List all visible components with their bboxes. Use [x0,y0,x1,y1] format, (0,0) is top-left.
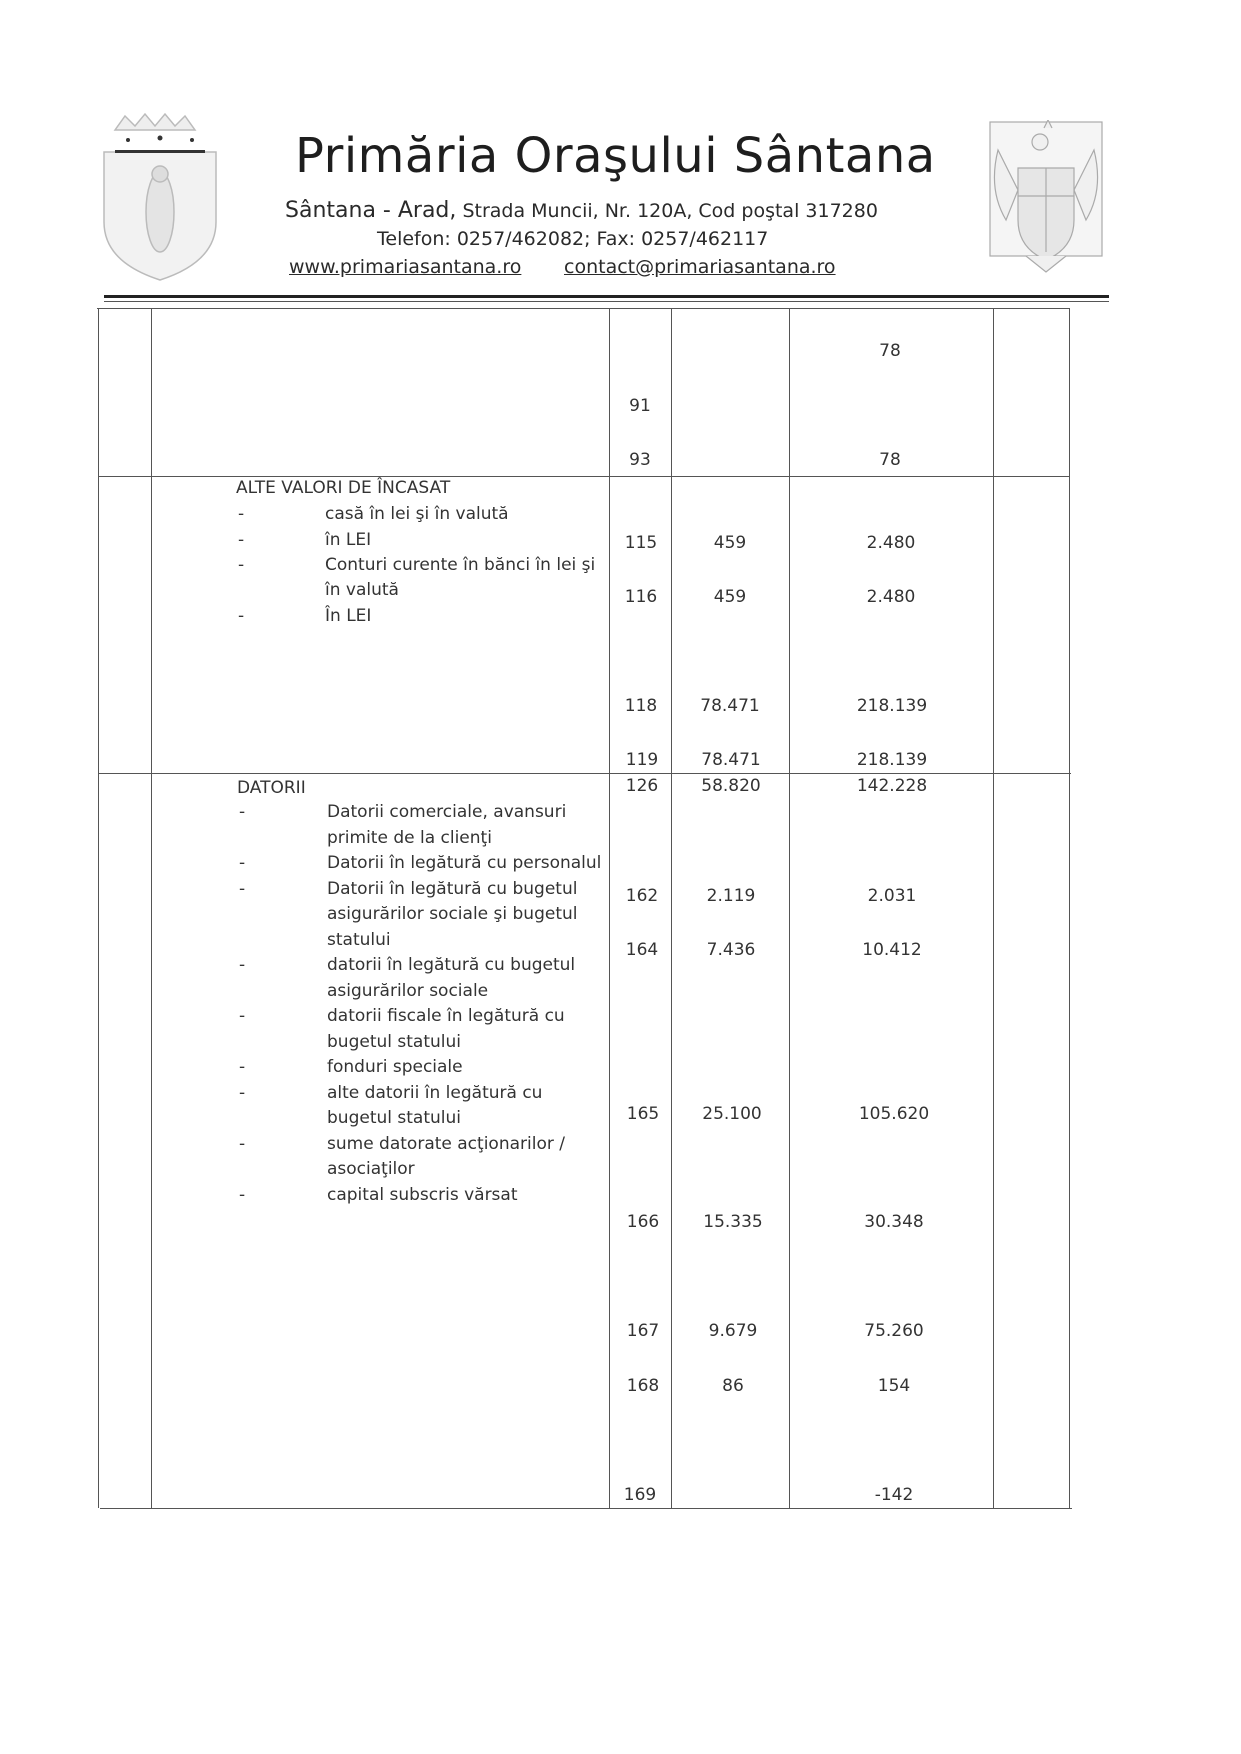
cell-value: 75.260 [864,1321,924,1341]
cell-value: 7.436 [706,940,756,960]
cell-value: 459 [713,587,747,607]
list-item: în LEI [325,530,372,550]
list-item-continued: asigurărilor sociale [327,981,489,1001]
list-item: Datorii în legătură cu personalul [327,853,602,873]
list-dash: - [239,1057,246,1077]
list-item: În LEI [325,606,372,626]
row-code: 168 [626,1376,660,1396]
cell-value: 78 [879,450,901,470]
list-item: alte datorii în legătură cu [327,1083,543,1103]
cell-value: 105.620 [858,1104,930,1124]
row-code: 116 [624,587,658,607]
list-item-continued: statului [327,930,391,950]
cell-value: 2.119 [706,886,756,906]
list-item: sume datorate acţionarilor / [327,1134,565,1154]
row-code: 169 [623,1485,657,1505]
phone-fax-line: Telefon: 0257/462082; Fax: 0257/462117 [377,228,769,250]
row-code: 165 [626,1104,660,1124]
col-line-5 [993,308,994,1508]
list-item-continued: bugetul statului [327,1032,461,1052]
list-dash: - [239,1083,246,1103]
row-code: 164 [625,940,659,960]
cell-value: 142.228 [856,776,928,796]
romania-coat-of-arms-icon [988,120,1104,278]
list-item-continued: primite de la clienţi [327,828,492,848]
col-line-0 [98,308,99,1508]
section-heading-alte-valori: ALTE VALORI DE ÎNCASAT [236,478,451,498]
row-code: 115 [624,533,658,553]
row-divider-1 [98,476,1070,477]
town-crest-icon [100,112,220,284]
cell-value: 2.480 [866,533,916,553]
list-item-continued: bugetul statului [327,1108,461,1128]
row-code: 91 [629,396,651,416]
website-link[interactable]: www.primariasantana.ro [289,256,522,278]
cell-value: 78.471 [700,696,760,716]
cell-value: 2.480 [866,587,916,607]
list-item: casă în lei şi în valută [325,504,509,524]
row-code: 162 [625,886,659,906]
list-dash: - [238,504,245,524]
cell-value: 86 [722,1376,744,1396]
list-item: datorii în legătură cu bugetul [327,955,576,975]
col-line-3 [671,308,672,1508]
list-dash: - [239,1134,246,1154]
cell-value: 9.679 [708,1321,758,1341]
list-dash: - [239,853,246,873]
cell-value: 78 [879,341,901,361]
col-line-6 [1069,308,1070,1508]
cell-value: 30.348 [864,1212,924,1232]
cell-value: 15.335 [703,1212,763,1232]
col-line-4 [789,308,790,1508]
list-dash: - [239,1185,246,1205]
list-item: Datorii în legătură cu bugetul [327,879,578,899]
row-code: 126 [625,776,659,796]
list-item: Datorii comerciale, avansuri [327,802,567,822]
cell-value: 58.820 [701,776,761,796]
cell-value: 10.412 [862,940,922,960]
address-main: Sântana - Arad, [285,198,457,223]
list-item: datorii fiscale în legătură cu [327,1006,565,1026]
cell-value: 218.139 [856,696,928,716]
institution-title: Primăria Oraşului Sântana [295,128,936,184]
row-divider-2 [99,773,1071,774]
list-dash: - [238,555,245,575]
list-item-continued: asociaţilor [327,1159,415,1179]
list-item: Conturi curente în bănci în lei şi [325,555,596,575]
list-dash: - [238,606,245,626]
cell-value: -142 [874,1485,914,1505]
cell-value: 218.139 [856,750,928,770]
list-item: fonduri speciale [327,1057,463,1077]
list-dash: - [239,1006,246,1026]
list-item: capital subscris vărsat [327,1185,518,1205]
list-dash: - [238,530,245,550]
list-dash: - [239,955,246,975]
email-link[interactable]: contact@primariasantana.ro [564,256,836,278]
row-code: 118 [624,696,658,716]
row-code: 119 [625,750,659,770]
col-line-2 [609,308,610,1508]
cell-value: 154 [877,1376,911,1396]
address-line [285,198,878,223]
list-dash: - [239,802,246,822]
header-divider-thin [104,301,1109,302]
address-detail: Strada Muncii, Nr. 120A, Cod poştal 317280 [462,200,878,222]
col-line-1 [151,308,152,1508]
table-top-border [97,308,1069,309]
row-code: 93 [629,450,651,470]
list-item-continued: asigurărilor sociale şi bugetul [327,904,578,924]
list-item-continued: în valută [325,580,399,600]
table-bottom-border [100,1508,1072,1509]
row-code: 167 [626,1321,660,1341]
list-dash: - [239,879,246,899]
cell-value: 25.100 [702,1104,762,1124]
cell-value: 78.471 [701,750,761,770]
row-code: 166 [626,1212,660,1232]
header-divider-thick [104,295,1109,298]
cell-value: 459 [713,533,747,553]
cell-value: 2.031 [867,886,917,906]
section-heading-datorii: DATORII [237,778,306,798]
